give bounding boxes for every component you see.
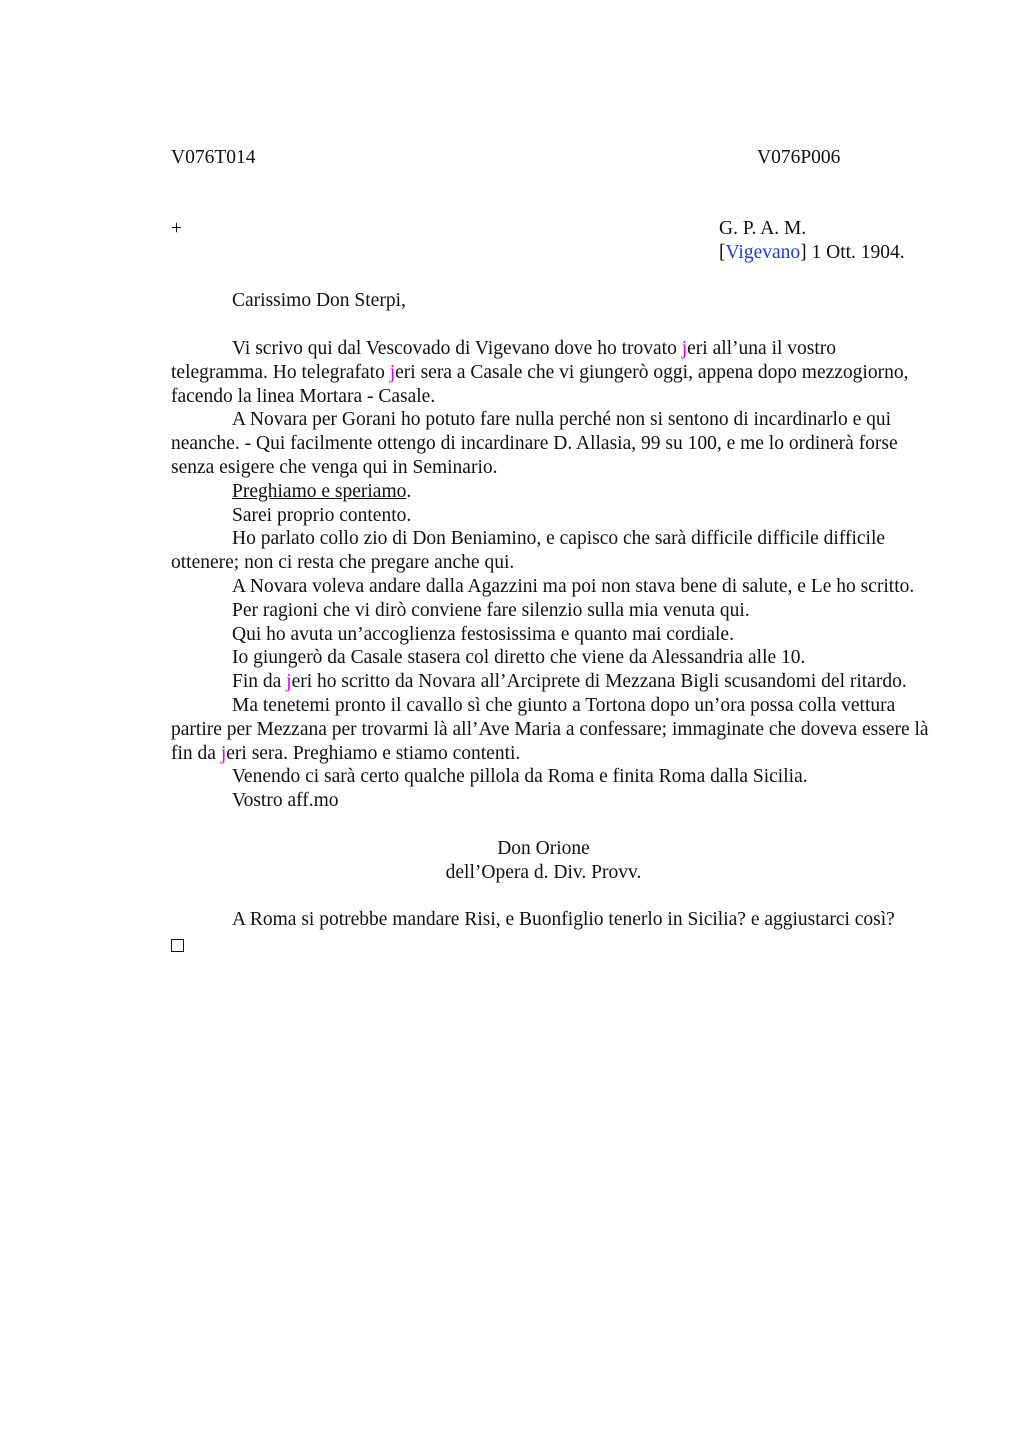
bracket-close: ] bbox=[800, 242, 807, 263]
left-document-code: V076T014 bbox=[171, 147, 256, 168]
highlight-j: j bbox=[389, 361, 396, 383]
highlight-j: j bbox=[220, 742, 227, 764]
end-box-icon bbox=[171, 935, 931, 959]
paragraph-4: Sarei proprio contento. bbox=[232, 504, 412, 526]
paragraph-7: Per ragioni che vi dirò conviene fare silenzio sulla mia venuta qui. bbox=[232, 599, 750, 621]
place-date bbox=[719, 241, 905, 265]
paragraph-9: Io giungerò da Casale stasera col diretto che viene da Alessandria alle 10. bbox=[232, 647, 806, 669]
letter-date: 1 Ott. 1904. bbox=[806, 242, 905, 263]
paragraph-8: Qui ho avuta un’accoglienza festosissima e quanto mai cordiale. bbox=[232, 623, 734, 645]
paragraph-12: Venendo ci sarà certo qualche pillola da Roma e finita Roma dalla Sicilia. bbox=[232, 766, 808, 788]
paragraph-3: Preghiamo e speriamo. bbox=[232, 480, 412, 502]
right-document-code: V076P006 bbox=[757, 147, 841, 168]
highlight-j: j bbox=[286, 671, 292, 693]
signature-title: dell’Opera d. Div. Provv. bbox=[445, 861, 642, 883]
signature-name: Don Orione bbox=[497, 837, 590, 859]
closing: Vostro aff.mo bbox=[232, 790, 339, 812]
gpam-motto: G. P. A. M. bbox=[719, 218, 807, 239]
letter-body bbox=[171, 337, 931, 959]
paragraph-1: Vi scrivo qui dal Vescovado di Vigevano dove ho trovato jeri all’una il vostro telegramma. Ho telegrafato jeri sera a Casale che vi giungerò oggi, appena dopo mezzogiorno, facendo la linea Mortara - Casale. bbox=[171, 338, 909, 407]
paragraph-6: A Novara voleva andare dalla Agazzini ma poi non stava bene di salute, e Le ho scritto. bbox=[232, 575, 915, 597]
salutation: Carissimo Don Sterpi, bbox=[232, 290, 406, 311]
postscript: A Roma si potrebbe mandare Risi, e Buonfiglio tenerlo in Sicilia? e aggiustarci così? bbox=[232, 909, 895, 931]
bracket-open: [ bbox=[719, 242, 726, 263]
paragraph-11: Ma tenetemi pronto il cavallo sì che giunto a Tortona dopo un’ora possa colla vettura partire per Mezzana per trovarmi là all’Ave Maria a confessare; immaginate che doveva essere là fin da jeri sera. Preghiamo e stiamo contenti. bbox=[171, 694, 929, 764]
paragraph-2: A Novara per Gorani ho potuto fare nulla perché non si sentono di incardinarlo e qui neanche. - Qui facilmente ottengo di incardinare D. Allasia, 99 su 100, e me lo ordinerà forse senza esigere che venga qui in Seminario. bbox=[171, 409, 898, 478]
paragraph-10: Fin da jeri ho scritto da Novara all’Arciprete di Mezzana Bigli scusandomi del ritardo. bbox=[232, 671, 907, 693]
highlight-j: j bbox=[681, 338, 688, 359]
place-name: Vigevano bbox=[725, 242, 801, 263]
paragraph-5: Ho parlato collo zio di Don Beniamino, e capisco che sarà difficile difficile difficile ottenere; non ci resta che pregare anche qui. bbox=[171, 528, 886, 574]
cross-symbol: + bbox=[171, 218, 182, 239]
underlined-phrase: Preghiamo e speriamo bbox=[232, 480, 407, 502]
